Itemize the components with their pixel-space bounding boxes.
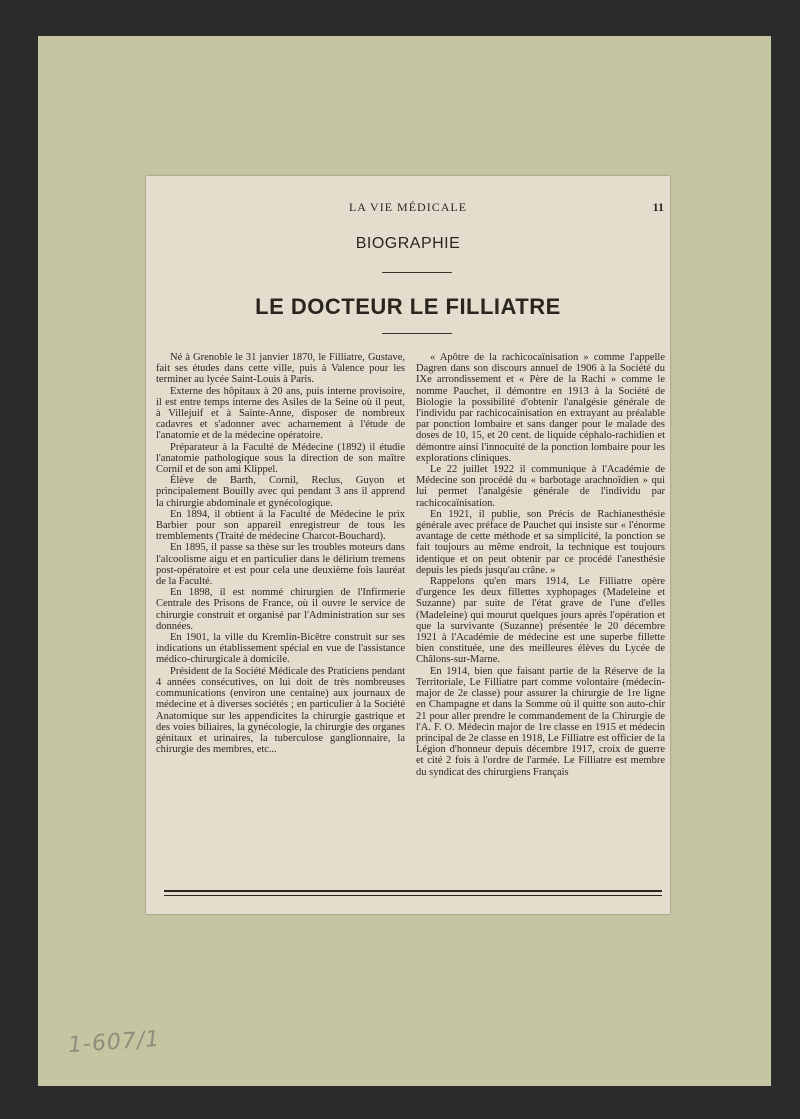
section-divider — [382, 272, 452, 273]
paragraph: Président de la Société Médicale des Praticiens pendant 4 années consécutives, on lui doit de très nombreuses communications (environ une centaine) aux journaux de médecine et à diverses sociétés ; en particulier à la Société Anatomique sur les appendicites la chirurgie gastrique et des voies biliaires, la gynécologie, la chirurgie des organes génitaux et urinaires, la tuberculose ganglionnaire, la chirurgie des membres, etc... — [156, 665, 405, 756]
page-number: 11 — [652, 200, 664, 214]
paragraph: Externe des hôpitaux à 20 ans, puis interne provisoire, il est entre temps interne des Asiles de la Seine où il peut, à Villejuif et à Sainte-Anne, disposer de nombreux cadavres et s'adonner avec acharnement à l'étude de l'anatomie et de la médecine opératoire. — [156, 385, 405, 442]
paragraph: En 1895, il passe sa thèse sur les troubles moteurs dans l'alcoolisme aigu et en particulier dans le délirium tremens post-opératoire et est pour cela une deuxième fois lauréat de la Faculté. — [156, 542, 405, 588]
newspaper-clipping — [146, 176, 670, 914]
paragraph: En 1901, la ville du Kremlin-Bicêtre construit sur ses indications un établissement spécial en vue de l'assistance médico-chirurgicale à domicile. — [156, 632, 405, 666]
paragraph: Élève de Barth, Cornil, Reclus, Guyon et principalement Bouilly avec qui pendant 3 ans il apprend la chirurgie abdominale et gynécologique. — [156, 475, 405, 509]
title-divider — [382, 333, 452, 334]
running-head: LA VIE MÉDICALE — [348, 200, 468, 214]
closing-rule-thick — [164, 890, 662, 892]
closing-rule-thin — [164, 895, 662, 896]
paragraph: En 1921, il publie, son Précis de Rachianesthésie générale avec préface de Pauchet qui insiste sur « l'énorme avantage de cette méthode et sa simplicité, la ponction se fait toujours au même endroit, la technique est toujours identique et on peut obtenir par ce procédé l'anesthésie depuis les pieds jusqu'au crâne. » — [416, 508, 665, 576]
paragraph: En 1898, il est nommé chirurgien de l'Infirmerie Centrale des Prisons de France, où il ouvre le service de chirurgie construit et organisé par l'Administration sur ses données. — [156, 587, 405, 632]
paragraph: En 1914, bien que faisant partie de la Réserve de la Territoriale, Le Filliatre part comme volontaire (médecin-major de 2e classe) pour assurer la chirurgie de 1re ligne en Champagne et dans la Somme où il quitte son auto-chir 21 pour aller prendre le commandement de la Chirurgie de l'A. F. O. Médecin major de 1re classe en 1915 et médecin principal de 2e classe en 1918, Le Filliatre est officier de la Légion d'honneur depuis décembre 1917, croix de guerre et cité 2 fois à l'ordre de l'armée. Le Filliatre est membre du syndicat des chirurgiens Français — [416, 665, 665, 778]
paragraph: En 1894, il obtient à la Faculté de Médecine le prix Barbier pour son appareil enregistreur de tous les tremblements (Traité de médecine Charcot-Bouchard). — [156, 508, 405, 543]
paragraph: Né à Grenoble le 31 janvier 1870, le Filliatre, Gustave, fait ses études dans cette ville, puis à Valence pour les terminer au lycée Saint-Louis à Paris. — [156, 352, 405, 386]
paragraph: Rappelons qu'en mars 1914, Le Filliatre opère d'urgence les deux fillettes xyphopages (Madeleine et Suzanne) par suite de l'état grave de l'une d'elles (Madeleine) qui mourut quelques jours après l'opération et que la survivante (Suzanne) présentée le 20 décembre 1921 à l'Académie de médecine est une superbe fillette bien constituée, une des meilleures élèves du Lycée de Châlons-sur-Marne. — [416, 576, 665, 666]
archive-handwritten-mark: 1-607/1 — [67, 1026, 162, 1059]
article-title: LE DOCTEUR LE FILLIATRE — [255, 294, 561, 319]
article-column-right — [416, 352, 665, 778]
paragraph: Préparateur à la Faculté de Médecine (1892) il étudie l'anatomie pathologique sous la direction de son maître Cornil et de son ami Klippel. — [156, 441, 405, 476]
section-title: BIOGRAPHIE — [355, 235, 461, 252]
paragraph: « Apôtre de la rachicocaïnisation » comme l'appelle Dagren dans son discours annuel de 1906 à la Société du IXe arrondissement et « Père de la Rachi » comme le nomme Pauchet, il démontre en 1913 à la Société de Biologie la possibilité d'obtenir l'analgésie générale de l'individu par rachicocaïnisation en extrayant au préalable par ponction lombaire et sans danger pour le malade des doses de 10, 15, et 20 cent. de liquide céphalo-rachidien et démontre ainsi l'innocuité de la ponction lombaire pour les explorations cliniques. — [416, 352, 665, 464]
paragraph: Le 22 juillet 1922 il communique à l'Académie de Médecine son procédé du « barbotage arachnoïdien » qui lui permet l'analgésie générale de l'individu par rachicocaïnisation. — [416, 464, 665, 509]
article-column-left — [156, 352, 405, 755]
